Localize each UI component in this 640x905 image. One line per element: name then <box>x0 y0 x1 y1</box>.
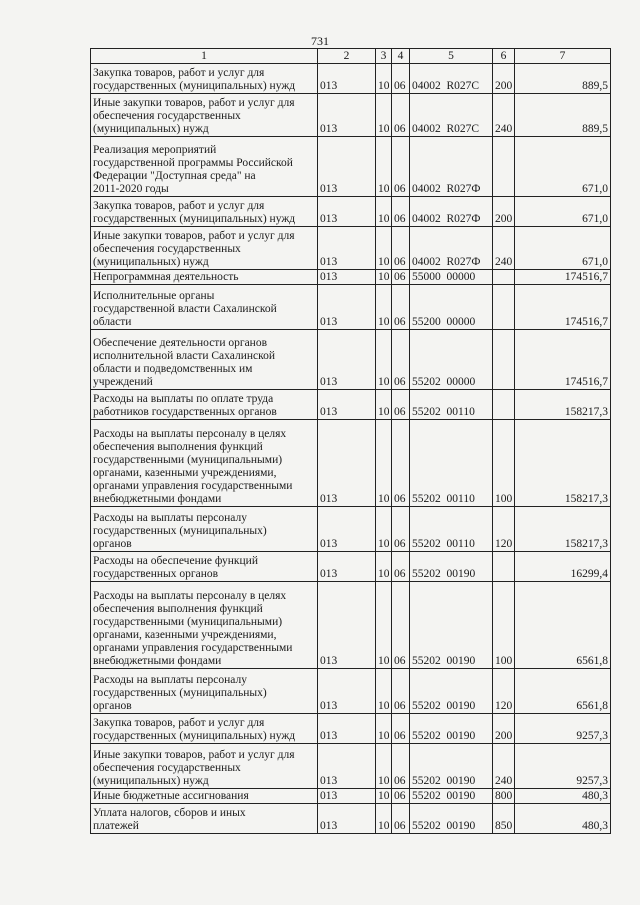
row-subsection: 06 <box>392 420 410 507</box>
row-subsection: 06 <box>392 507 410 552</box>
row-ministry: 013 <box>318 285 376 330</box>
row-target-code: 55202 00190 <box>410 804 493 834</box>
row-name: Иные бюджетные ассигнования <box>91 789 318 804</box>
row-ministry: 013 <box>318 804 376 834</box>
row-ministry: 013 <box>318 330 376 390</box>
row-amount: 158217,3 <box>515 507 611 552</box>
row-target-code: 55202 00110 <box>410 390 493 420</box>
row-name: Расходы на выплаты персоналу государственных (муниципальных) органов <box>91 669 318 714</box>
row-subsection: 06 <box>392 64 410 94</box>
row-amount: 158217,3 <box>515 390 611 420</box>
row-ministry: 013 <box>318 64 376 94</box>
row-ministry: 013 <box>318 420 376 507</box>
table-row <box>91 789 611 804</box>
row-amount: 480,3 <box>515 804 611 834</box>
row-target-code: 55000 00000 <box>410 270 493 285</box>
row-expense-type <box>493 330 515 390</box>
page-number: 731 <box>311 34 329 48</box>
row-target-code: 55202 00110 <box>410 507 493 552</box>
row-expense-type <box>493 552 515 582</box>
header-col-2: 2 <box>318 49 376 64</box>
row-expense-type: 200 <box>493 714 515 744</box>
table-row <box>91 94 611 137</box>
row-amount: 6561,8 <box>515 582 611 669</box>
row-name: Закупка товаров, работ и услуг для государственных (муниципальных) нужд <box>91 197 318 227</box>
row-amount: 671,0 <box>515 197 611 227</box>
row-section: 10 <box>376 64 392 94</box>
row-target-code: 55202 00190 <box>410 552 493 582</box>
row-amount: 9257,3 <box>515 714 611 744</box>
row-expense-type <box>493 285 515 330</box>
row-amount: 6561,8 <box>515 669 611 714</box>
table-row <box>91 330 611 390</box>
row-target-code: 55202 00190 <box>410 669 493 714</box>
row-subsection: 06 <box>392 669 410 714</box>
table-row <box>91 507 611 552</box>
row-subsection: 06 <box>392 285 410 330</box>
row-amount: 671,0 <box>515 227 611 270</box>
row-target-code: 04002 R027Ф <box>410 137 493 197</box>
row-target-code: 55202 00110 <box>410 420 493 507</box>
row-expense-type: 240 <box>493 94 515 137</box>
row-expense-type: 120 <box>493 669 515 714</box>
row-ministry: 013 <box>318 94 376 137</box>
table-row <box>91 582 611 669</box>
header-row <box>91 49 611 64</box>
row-subsection: 06 <box>392 804 410 834</box>
row-amount: 16299,4 <box>515 552 611 582</box>
row-name: Иные закупки товаров, работ и услуг для обеспечения государственных (муниципальных) нужд <box>91 227 318 270</box>
row-section: 10 <box>376 227 392 270</box>
row-amount: 174516,7 <box>515 270 611 285</box>
row-ministry: 013 <box>318 789 376 804</box>
row-target-code: 04002 R027C <box>410 64 493 94</box>
row-amount: 671,0 <box>515 137 611 197</box>
row-ministry: 013 <box>318 669 376 714</box>
row-ministry: 013 <box>318 582 376 669</box>
table-row <box>91 137 611 197</box>
row-section: 10 <box>376 285 392 330</box>
row-target-code: 55202 00190 <box>410 714 493 744</box>
header-col-4: 4 <box>392 49 410 64</box>
row-subsection: 06 <box>392 744 410 789</box>
row-target-code: 04002 R027Ф <box>410 227 493 270</box>
row-expense-type: 100 <box>493 582 515 669</box>
row-amount: 174516,7 <box>515 285 611 330</box>
row-ministry: 013 <box>318 552 376 582</box>
header-col-6: 6 <box>493 49 515 64</box>
row-expense-type: 200 <box>493 64 515 94</box>
row-expense-type: 100 <box>493 420 515 507</box>
row-section: 10 <box>376 197 392 227</box>
row-section: 10 <box>376 137 392 197</box>
row-subsection: 06 <box>392 552 410 582</box>
row-amount: 174516,7 <box>515 330 611 390</box>
row-amount: 9257,3 <box>515 744 611 789</box>
row-section: 10 <box>376 270 392 285</box>
row-name: Расходы на выплаты по оплате труда работников государственных органов <box>91 390 318 420</box>
row-ministry: 013 <box>318 227 376 270</box>
row-expense-type <box>493 390 515 420</box>
row-name: Расходы на выплаты персоналу в целях обеспечения выполнения функций государственными (муниципальными) органами, казенными учреждениями, органами управления государственными внебюджетными фондами <box>91 420 318 507</box>
row-subsection: 06 <box>392 789 410 804</box>
row-ministry: 013 <box>318 744 376 789</box>
row-target-code: 04002 R027C <box>410 94 493 137</box>
row-expense-type <box>493 137 515 197</box>
row-section: 10 <box>376 669 392 714</box>
row-name: Расходы на выплаты персоналу государственных (муниципальных) органов <box>91 507 318 552</box>
row-section: 10 <box>376 94 392 137</box>
row-expense-type: 800 <box>493 789 515 804</box>
row-name: Обеспечение деятельности органов исполнительной власти Сахалинской области и подведомственных им учреждений <box>91 330 318 390</box>
row-section: 10 <box>376 330 392 390</box>
table-row <box>91 714 611 744</box>
header-col-5: 5 <box>410 49 493 64</box>
row-amount: 889,5 <box>515 64 611 94</box>
row-expense-type: 240 <box>493 227 515 270</box>
row-expense-type: 200 <box>493 197 515 227</box>
row-name: Расходы на обеспечение функций государственных органов <box>91 552 318 582</box>
row-subsection: 06 <box>392 227 410 270</box>
row-name: Непрограммная деятельность <box>91 270 318 285</box>
row-name: Закупка товаров, работ и услуг для государственных (муниципальных) нужд <box>91 64 318 94</box>
table-row <box>91 390 611 420</box>
row-subsection: 06 <box>392 390 410 420</box>
row-amount: 889,5 <box>515 94 611 137</box>
table-row <box>91 552 611 582</box>
row-ministry: 013 <box>318 270 376 285</box>
row-expense-type: 240 <box>493 744 515 789</box>
budget-table <box>90 48 611 834</box>
table-row <box>91 270 611 285</box>
row-target-code: 55202 00190 <box>410 744 493 789</box>
row-section: 10 <box>376 420 392 507</box>
table-row <box>91 227 611 270</box>
row-subsection: 06 <box>392 94 410 137</box>
row-ministry: 013 <box>318 197 376 227</box>
row-expense-type <box>493 270 515 285</box>
header-col-3: 3 <box>376 49 392 64</box>
row-target-code: 55202 00190 <box>410 582 493 669</box>
row-target-code: 55200 00000 <box>410 285 493 330</box>
row-amount: 158217,3 <box>515 420 611 507</box>
table-row <box>91 744 611 789</box>
row-expense-type: 120 <box>493 507 515 552</box>
row-target-code: 55202 00000 <box>410 330 493 390</box>
row-subsection: 06 <box>392 582 410 669</box>
row-section: 10 <box>376 789 392 804</box>
row-subsection: 06 <box>392 714 410 744</box>
row-section: 10 <box>376 582 392 669</box>
row-section: 10 <box>376 804 392 834</box>
row-subsection: 06 <box>392 197 410 227</box>
row-subsection: 06 <box>392 270 410 285</box>
row-amount: 480,3 <box>515 789 611 804</box>
row-subsection: 06 <box>392 137 410 197</box>
row-section: 10 <box>376 744 392 789</box>
row-section: 10 <box>376 507 392 552</box>
row-name: Исполнительные органы государственной власти Сахалинской области <box>91 285 318 330</box>
table-row <box>91 285 611 330</box>
row-ministry: 013 <box>318 714 376 744</box>
row-name: Реализация мероприятий государственной программы Российской Федерации "Доступная среда" на 2011-2020 годы <box>91 137 318 197</box>
row-expense-type: 850 <box>493 804 515 834</box>
row-name: Расходы на выплаты персоналу в целях обеспечения выполнения функций государственными (муниципальными) органами, казенными учреждениями, органами управления государственными внебюджетными фондами <box>91 582 318 669</box>
row-target-code: 04002 R027Ф <box>410 197 493 227</box>
row-ministry: 013 <box>318 390 376 420</box>
table-row <box>91 197 611 227</box>
row-name: Иные закупки товаров, работ и услуг для обеспечения государственных (муниципальных) нужд <box>91 94 318 137</box>
row-name: Иные закупки товаров, работ и услуг для обеспечения государственных (муниципальных) нужд <box>91 744 318 789</box>
header-col-7: 7 <box>515 49 611 64</box>
table-row <box>91 420 611 507</box>
header-col-1: 1 <box>91 49 318 64</box>
row-section: 10 <box>376 552 392 582</box>
row-ministry: 013 <box>318 507 376 552</box>
table-row <box>91 804 611 834</box>
table-row <box>91 669 611 714</box>
row-name: Уплата налогов, сборов и иных платежей <box>91 804 318 834</box>
row-section: 10 <box>376 714 392 744</box>
row-subsection: 06 <box>392 330 410 390</box>
row-target-code: 55202 00190 <box>410 789 493 804</box>
row-name: Закупка товаров, работ и услуг для государственных (муниципальных) нужд <box>91 714 318 744</box>
table-row <box>91 64 611 94</box>
row-section: 10 <box>376 390 392 420</box>
row-ministry: 013 <box>318 137 376 197</box>
